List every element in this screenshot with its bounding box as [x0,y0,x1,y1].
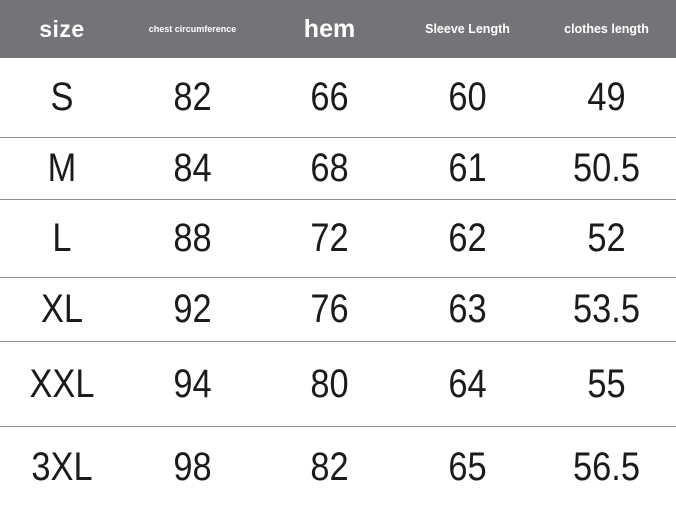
length-cell: 50.5 [573,146,640,190]
table-row-xxl [0,342,676,427]
sleeve-cell: 61 [448,146,487,190]
size-cell: S [50,75,74,119]
length-cell: 55 [587,361,626,406]
table-row-m [0,138,676,200]
chest-cell: 94 [173,361,212,406]
column-header-hem: hem [303,14,356,43]
hem-cell: 82 [310,445,349,489]
sleeve-cell: 65 [448,445,487,489]
table-row-s [0,58,676,138]
sleeve-cell: 60 [448,75,487,119]
length-cell: 52 [587,216,626,260]
chest-cell: 82 [173,75,212,119]
size-cell: XXL [29,361,95,406]
hem-cell: 72 [310,216,349,260]
sleeve-cell: 62 [448,216,487,260]
column-header-chest-circumference: chest circumference [148,24,237,34]
length-cell: 56.5 [573,445,640,489]
sleeve-cell: 64 [448,361,487,406]
table-row-xl [0,278,676,342]
hem-cell: 80 [310,361,349,406]
length-cell: 49 [587,75,626,119]
column-header-size: size [39,15,85,42]
length-cell: 53.5 [573,287,640,331]
column-header-clothes-length: clothes length [564,22,649,36]
table-row-l [0,200,676,278]
column-header-sleeve-length: Sleeve Length [425,22,510,36]
hem-cell: 68 [310,146,349,190]
table-header-row [0,0,676,58]
hem-cell: 66 [310,75,349,119]
chest-cell: 88 [173,216,212,260]
hem-cell: 76 [310,287,349,331]
size-cell: 3XL [31,445,93,489]
sleeve-cell: 63 [448,287,487,331]
chest-cell: 98 [173,445,212,489]
table-row-3xl [0,427,676,508]
size-cell: L [52,216,72,260]
size-cell: XL [40,287,84,331]
chest-cell: 84 [173,146,212,190]
chest-cell: 92 [173,287,212,331]
size-cell: M [47,146,77,190]
